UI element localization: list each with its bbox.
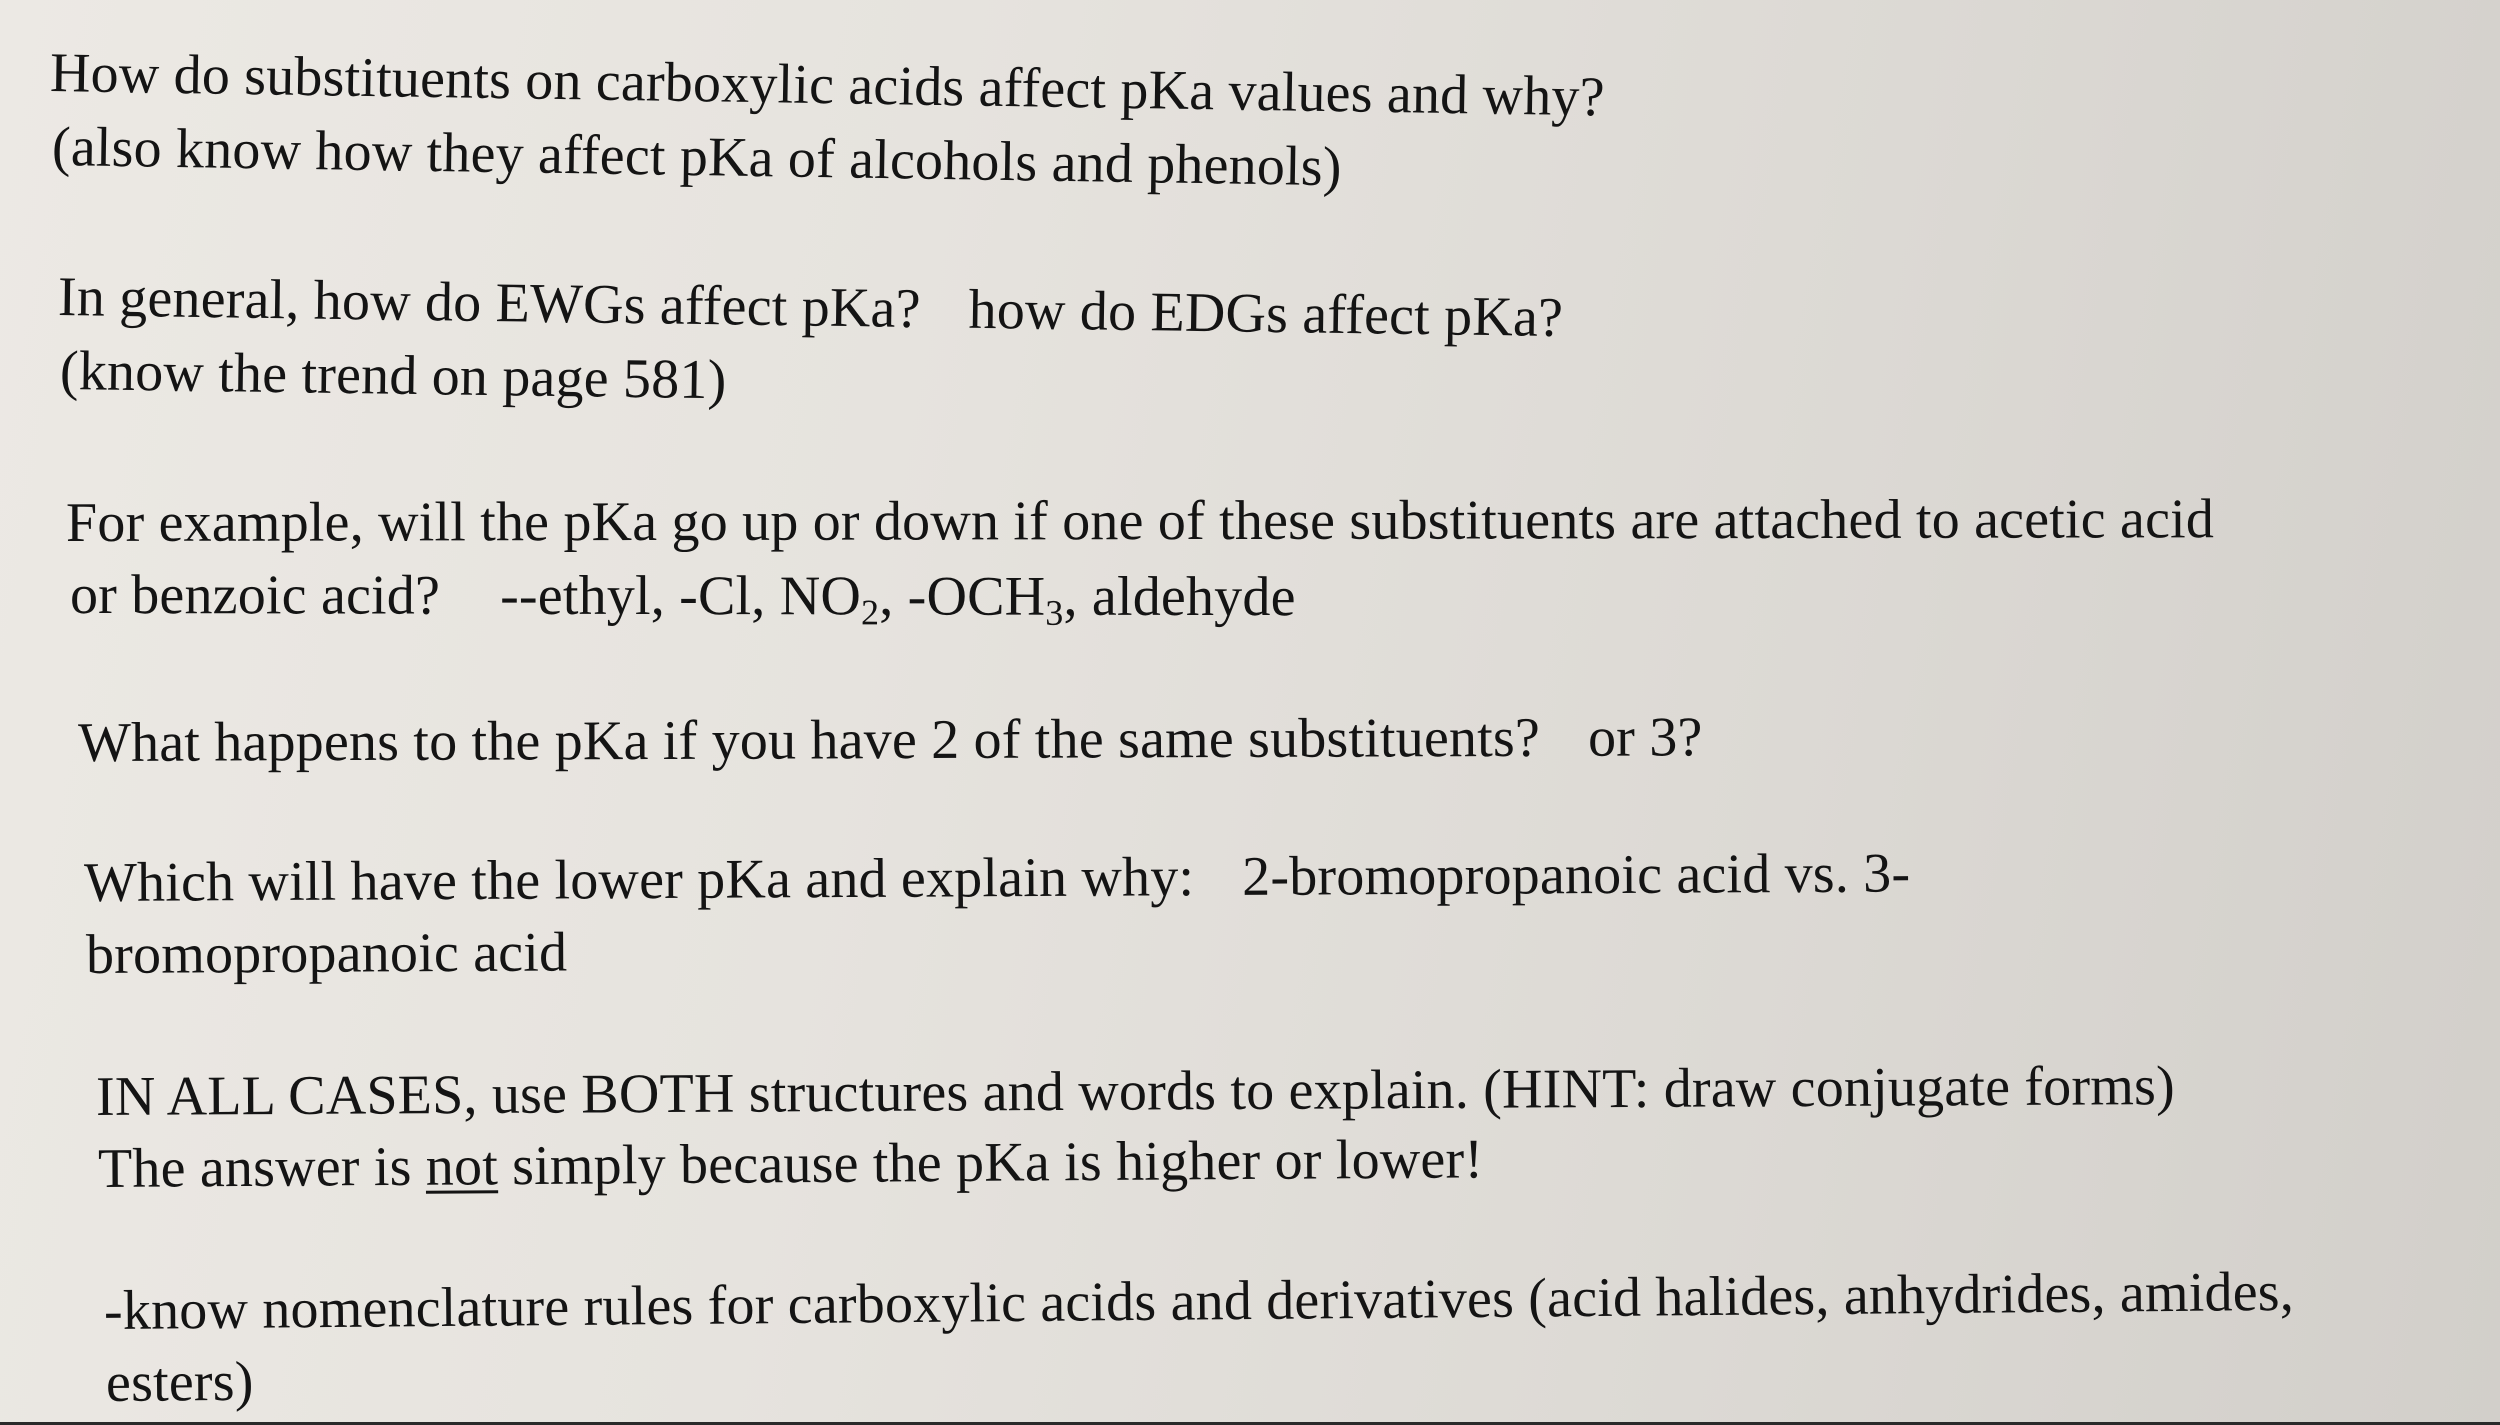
q5-lower-pka-question: Which will have the lower pKa and explain why: xyxy=(83,846,1195,914)
q5-compounds: 2-bromopropanoic acid vs. 3- xyxy=(1242,842,1911,908)
q3-benzoic-question: or benzoic acid? xyxy=(69,564,441,627)
q2-ewg-question: In general, how do EWGs affect pKa? xyxy=(57,266,922,341)
q3-substituent-list: --ethyl, -Cl, $NO_2$, $-OCH_3$, aldehyde xyxy=(500,564,1296,633)
underlined-not: not xyxy=(425,1135,499,1198)
q7-line1: -know nomenclature rules for carboxylic acids and derivatives (acid halides, anhydrides, amides, xyxy=(103,1260,2295,1342)
q4-line1 xyxy=(78,702,1703,778)
q4-or-three: or 3? xyxy=(1587,706,1703,769)
q5-line1 xyxy=(84,838,1911,918)
q6-line2: The answer is not simply because the pKa is higher or lower! xyxy=(97,1128,1484,1200)
q2-edg-question: how do EDGs affect pKa? xyxy=(968,278,1564,350)
q3-line1: For example, will the pKa go up or down if one of these substituents are attached to acetic acid xyxy=(65,488,2215,554)
q2-line2: (know the trend on page 581) xyxy=(59,340,727,412)
q6-line1: IN ALL CASES, use BOTH structures and words to explain. (HINT: draw conjugate forms) xyxy=(95,1055,2176,1128)
q3-line2 xyxy=(70,560,1296,632)
q5-line2: bromopropanoic acid xyxy=(85,921,568,986)
q7-line2: esters) xyxy=(105,1350,254,1414)
q1-line2: (also know how they affect pKa of alcohols and phenols) xyxy=(51,116,1343,199)
q4-same-substituents-question: What happens to the pKa if you have 2 of the same substituents? xyxy=(77,706,1541,774)
q1-line1: How do substituents on carboxylic acids affect pKa values and why? xyxy=(49,42,1606,129)
